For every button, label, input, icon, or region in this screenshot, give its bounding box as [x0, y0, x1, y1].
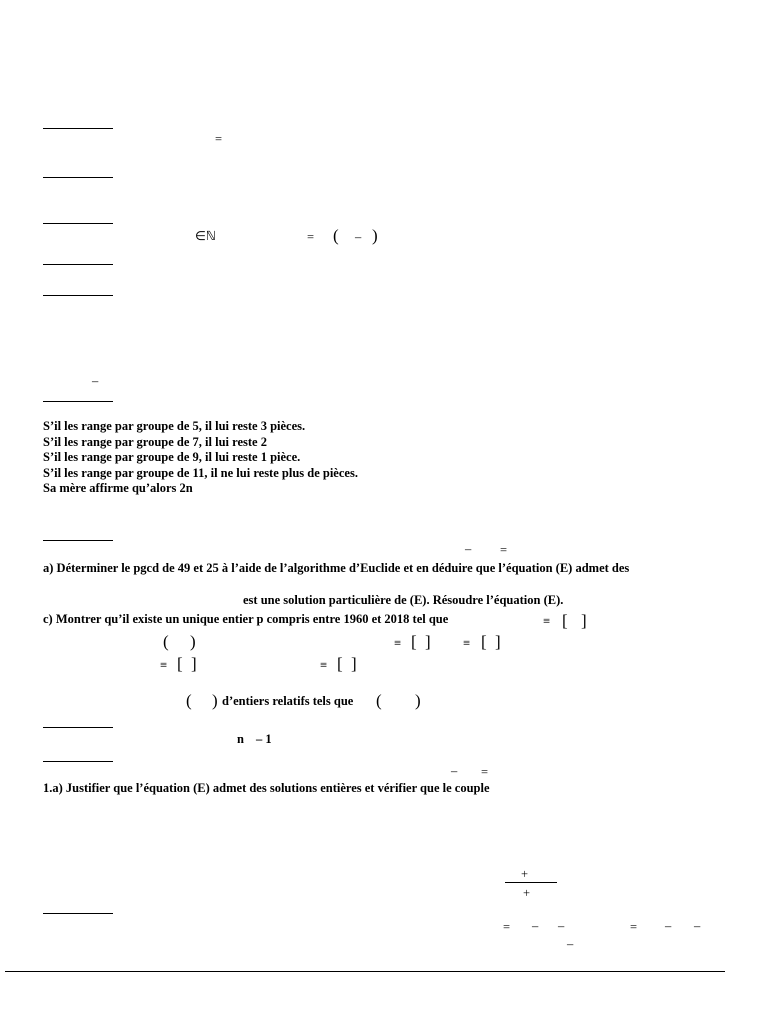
text-line: Sa mère affirme qu’alors 2n [43, 481, 193, 495]
equals-sign: = [481, 765, 489, 779]
section-rule-10 [43, 913, 113, 914]
left-paren: ( [333, 226, 339, 245]
equals-sign: = [215, 132, 223, 146]
section-rule-5 [43, 295, 113, 296]
minus-sign: – [92, 374, 99, 388]
right-bracket: ] [191, 654, 197, 673]
section-rule-9 [43, 761, 113, 762]
page-bottom-rule [5, 971, 725, 972]
right-paren: ) [415, 691, 421, 710]
minus-sign: – [465, 542, 472, 556]
text-line: S’il les range par groupe de 5, il lui reste 3 pièces. [43, 419, 306, 433]
left-bracket: [ [411, 632, 417, 651]
right-bracket: ] [425, 632, 431, 651]
right-paren: ) [212, 691, 218, 710]
left-paren: ( [163, 632, 169, 651]
equals-sign: = [503, 920, 511, 934]
left-bracket: [ [481, 632, 487, 651]
left-bracket: [ [337, 654, 343, 673]
section-rule-4 [43, 264, 113, 265]
minus-sign: – [567, 937, 574, 951]
question-1a: 1.a) Justifier que l’équation (E) admet des solutions entières et vérifier que le couple [43, 781, 490, 795]
congruence-sign: ≡ [394, 636, 402, 650]
congruence-sign: ≡ [320, 658, 328, 672]
section-rule-6 [43, 401, 113, 402]
section-rule-2 [43, 177, 113, 178]
right-paren: ) [190, 632, 196, 651]
variable-n: n [237, 732, 244, 746]
section-rule-7 [43, 540, 113, 541]
congruence-sign: ≡ [463, 636, 471, 650]
left-bracket: [ [562, 611, 568, 630]
congruence-sign: ≡ [160, 658, 168, 672]
element-of-naturals: ∈ℕ [195, 229, 216, 243]
left-paren: ( [376, 691, 382, 710]
question-a: a) Déterminer le pgcd de 49 et 25 à l’aide de l’algorithme d’Euclide et en déduire que l’équation (E) admet des [43, 561, 630, 575]
question-b-tail: est une solution particulière de (E). Résoudre l’équation (E). [243, 593, 564, 607]
equals-sign: = [630, 920, 638, 934]
text-fragment: d’entiers relatifs tels que [222, 694, 354, 708]
left-paren: ( [186, 691, 192, 710]
plus-sign: + [521, 867, 529, 881]
minus-sign: – [355, 230, 362, 244]
equals-sign: = [500, 543, 508, 557]
minus-sign: – [558, 919, 565, 933]
left-bracket: [ [177, 654, 183, 673]
section-rule-3 [43, 223, 113, 224]
right-bracket: ] [581, 611, 587, 630]
minus-sign: – [694, 919, 701, 933]
fraction-bar [505, 882, 557, 883]
text-line: S’il les range par groupe de 11, il ne lui reste plus de pièces. [43, 466, 358, 480]
plus-sign: + [523, 886, 531, 900]
minus-sign: – [665, 919, 672, 933]
section-rule-1 [43, 128, 113, 129]
minus-sign: – [451, 764, 458, 778]
question-c: c) Montrer qu’il existe un unique entier p compris entre 1960 et 2018 tel que [43, 612, 449, 626]
equals-sign: = [307, 230, 315, 244]
section-rule-8 [43, 727, 113, 728]
text-line: S’il les range par groupe de 7, il lui reste 2 [43, 435, 267, 449]
minus-sign: – [532, 919, 539, 933]
text-line: S’il les range par groupe de 9, il lui reste 1 pièce. [43, 450, 301, 464]
congruence-sign: ≡ [543, 614, 551, 628]
minus-one: – 1 [256, 732, 272, 746]
right-bracket: ] [351, 654, 357, 673]
right-paren: ) [372, 226, 378, 245]
right-bracket: ] [495, 632, 501, 651]
